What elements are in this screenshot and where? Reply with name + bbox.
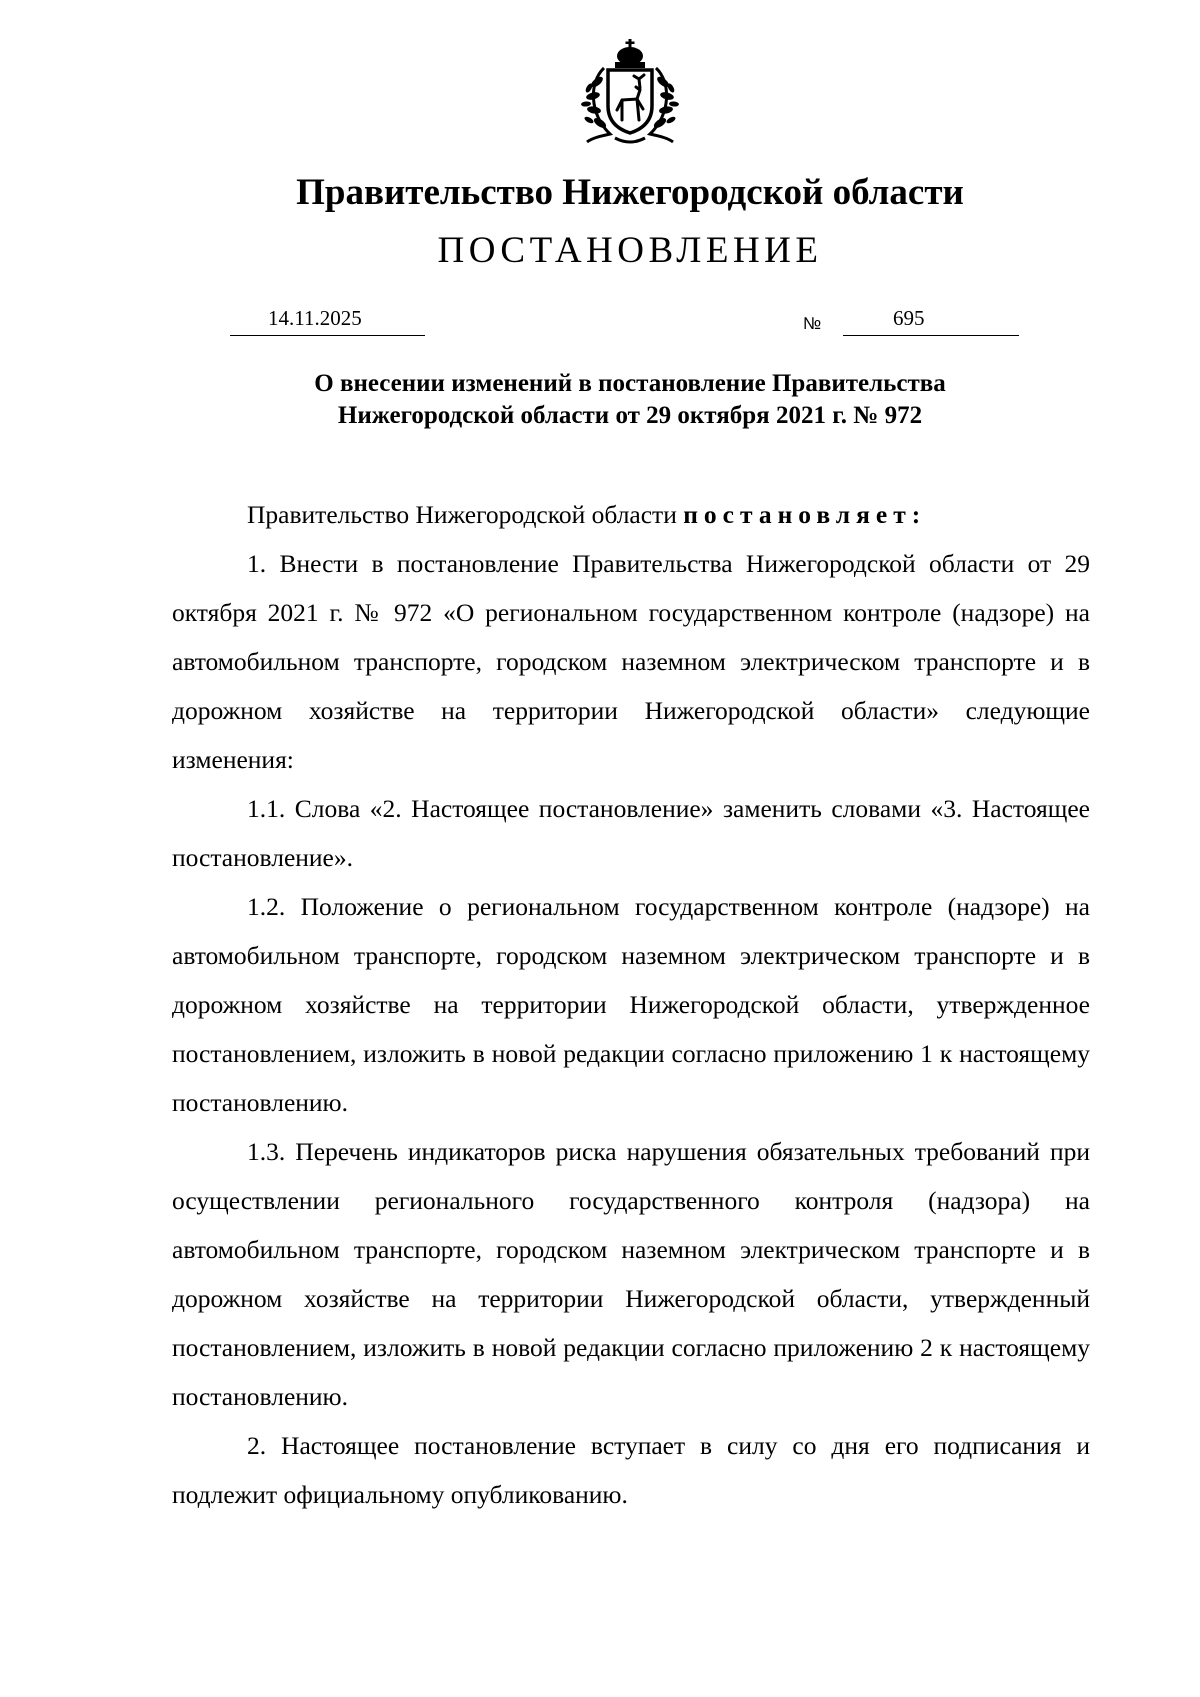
date-field bbox=[230, 305, 425, 336]
body-paragraph-1-3: 1.3. Перечень индикаторов риска нарушения обязательных требований при осуществлении регионального государственного контроля (надзора) на автомобильном транспорте, городском наземном электрическом транспорте и в дорожном хозяйстве на территории Нижегородской области, утвержденный постановлением, изложить в новой редакции согласно приложению 2 к настоящему постановлению. bbox=[172, 1137, 1090, 1411]
document-type-title: ПОСТАНОВЛЕНИЕ bbox=[437, 230, 823, 271]
preamble-paragraph bbox=[172, 490, 1090, 539]
document-body bbox=[172, 490, 1090, 1519]
document-subject bbox=[240, 368, 1020, 432]
organization-title: Правительство Нижегородской области bbox=[296, 172, 964, 213]
preamble-text: Правительство Нижегородской области bbox=[247, 500, 684, 529]
subject-line-2: Нижегородской области от 29 октября 2021 г. № 972 bbox=[337, 402, 923, 429]
number-field bbox=[843, 305, 1019, 336]
preamble-verb: постановляет: bbox=[683, 500, 927, 529]
body-paragraph-1-2: 1.2. Положение о региональном государственном контроле (надзоре) на автомобильном транспорте, городском наземном электрическом транспорте и в дорожном хозяйстве на территории Нижегородской области, утвержденное постановлением, изложить в новой редакции согласно приложению 1 к настоящему постановлению. bbox=[172, 892, 1090, 1117]
subject-line-1: О внесении изменений в постановление Правительства bbox=[314, 370, 946, 397]
nizhny-novgorod-coat-of-arms-icon bbox=[577, 38, 683, 148]
body-paragraph-1: 1. Внести в постановление Правительства Нижегородской области от 29 октября 2021 г. № 972 «О региональном государственном контроле (надзоре) на автомобильном транспорте, городском наземном электрическом транспорте и в дорожном хозяйстве на территории Нижегородской области» следующие изменения: bbox=[172, 549, 1090, 774]
number-sign: № bbox=[803, 314, 822, 333]
body-paragraph-2: 2. Настоящее постановление вступает в силу со дня его подписания и подлежит официальному опубликованию. bbox=[172, 1431, 1090, 1509]
document-number: 695 bbox=[893, 306, 925, 330]
document-date: 14.11.2025 bbox=[268, 306, 362, 330]
body-paragraph-1-1: 1.1. Слова «2. Настоящее постановление» заменить словами «3. Настоящее постановление». bbox=[172, 794, 1090, 872]
